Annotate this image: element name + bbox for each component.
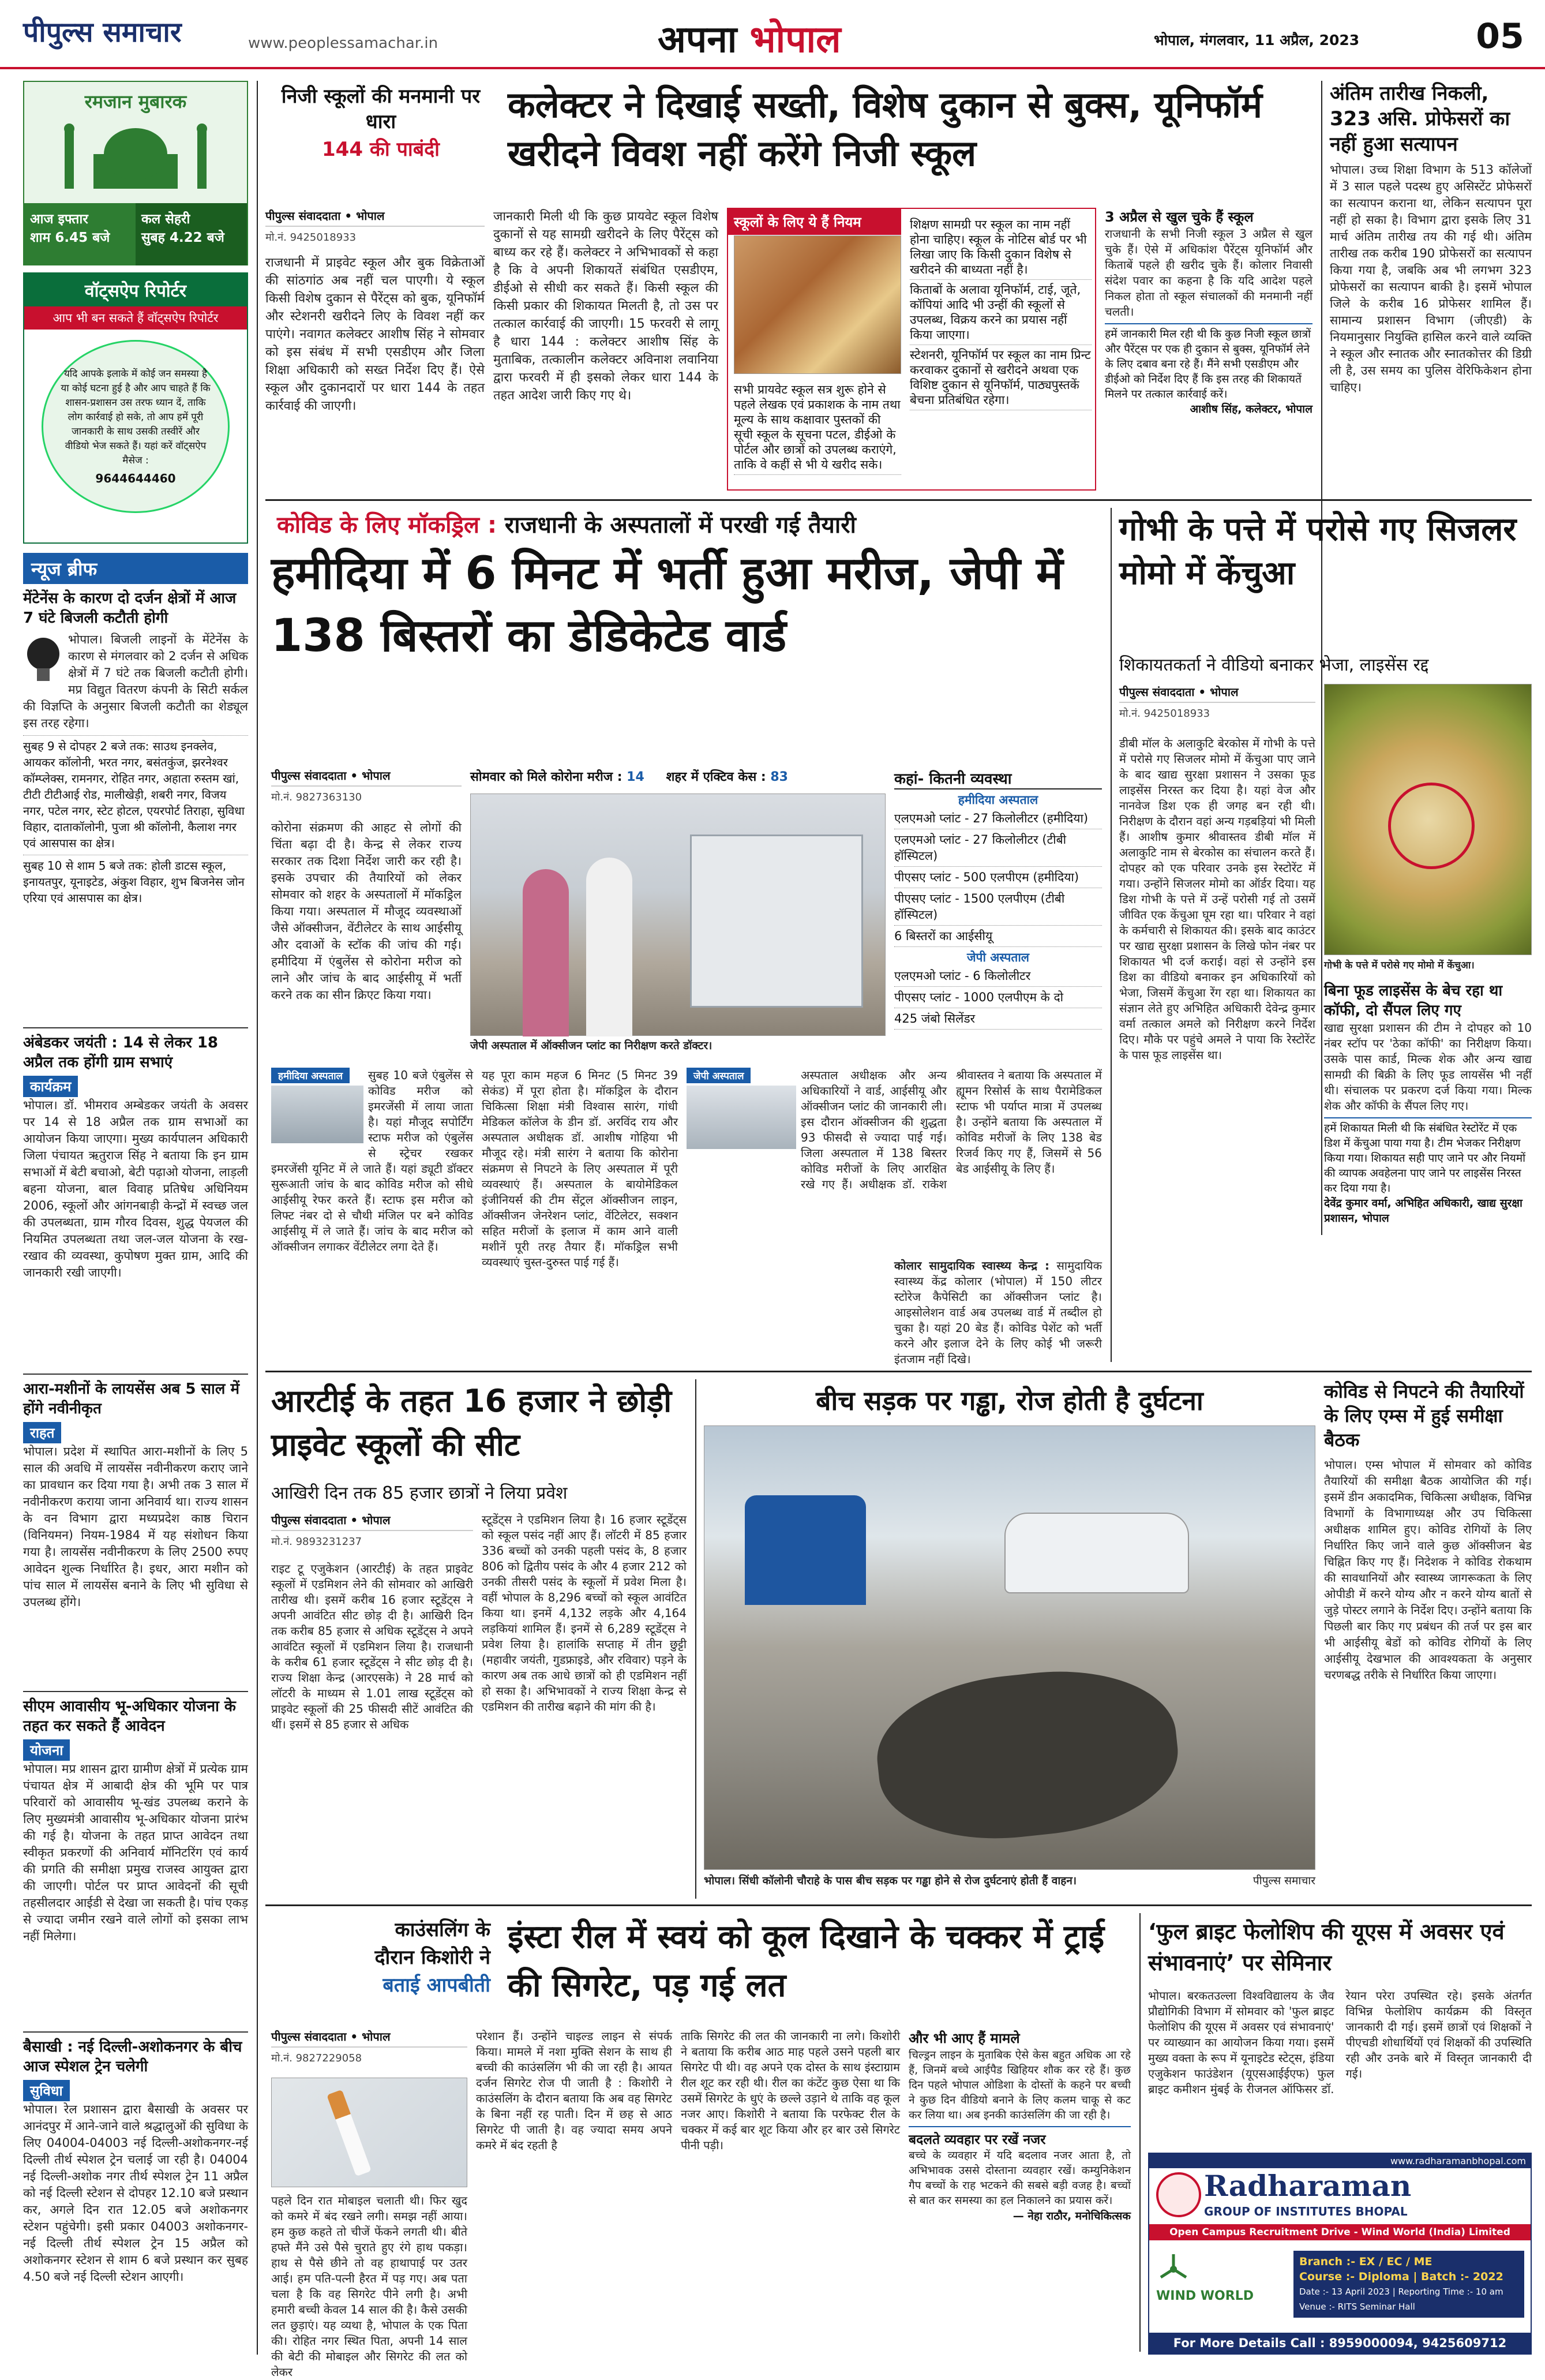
brief-body: भोपाल। प्रदेश में स्थापित आरा-मशीनों के लिए 5 साल की अवधि में लायसेंस नवीनीकरण कराए जाने का प्रावधान कर दिया गया है। अभी तक 3 साल में नवीनीकरण कराया जाना अनिवार्य था। राज्य शासन के वन विभाग द्वारा मध्यप्रदेश काष्ठ चिरान (विनियमन) नियम-1984 में यह संशोधन किया गया है। लायसेंस नवीनीकरण के लिए 2500 रुपए आवेदन शुल्क निर्धारित है। इधर, आरा मशीन को पांच साल में लायसेंस बनाने के लिए भी सुविधा से उपलब्ध होंगे। (23, 1445, 248, 1609)
rte-subhead: आखिरी दिन तक 85 हजार छात्रों ने लिया प्रवेश (271, 1483, 568, 1503)
byline-phone: मो.नं. 9425018933 (1119, 708, 1210, 720)
box-item: पीएसए प्लांट - 1500 एलपीएम (टीबी हॉस्पिटल) (894, 888, 1102, 926)
collector-quote (1105, 323, 1312, 417)
jp-photo-caption: जेपी अस्पताल में ऑक्सीजन प्लांट का निरीक्षण करते डॉक्टर। (470, 1039, 712, 1052)
story2-headline: हमीदिया में 6 मिनट में भर्ती हुआ मरीज, जेपी में 138 बिस्तरों का डेडिकेटेड वार्ड (271, 548, 1063, 662)
brief-body: भोपाल। बिजली लाइनों के मेंटेनेंस के कारण से मंगलवार को 2 दर्जन से अधिक क्षेत्रों में 7 घंटे तक बिजली कटौती होगी। मप्र विद्युत वितरण कंपनी के सिटी सर्कल की विज्ञप्ति के अनुसार बिजली कटौती का शेड्यूल इस तरह रहेगा। (23, 633, 248, 730)
quote-text: हमें शिकायत मिली थी कि संबंधित रेस्टोरेंट में एक डिश में केंचुआ पाया गया है। टीम भेजकर निरीक्षण किया गया। शिकायत सही पाए जाने पर और नियमों की व्यापक अवहेलना पाए जाने पर लाइसेंस निरस्त कर दिया गया है। (1324, 1122, 1525, 1195)
story-aiims (1324, 1379, 1532, 1899)
byline-phone: मो.नं. 9827229058 (271, 2052, 362, 2064)
brief-headline: बैसाखी : नई दिल्ली-अशोकनगर के बीच आज स्पेशल ट्रेन चलेगी (23, 2038, 242, 2075)
story1-side (1105, 208, 1312, 491)
website-url[interactable]: www.peoplessamachar.in (248, 35, 438, 52)
cigarette-photo (271, 2078, 467, 2187)
jp-block (687, 1068, 1102, 1366)
insta-headline: इंस्टा रील में स्वयं को कूल दिखाने के चक्कर में ट्राई की सिगरेट, पड़ गई लत (508, 1918, 1105, 2004)
momo-text: डीबी मॉल के अलाकुटि बेरकोस में गोभी के पत्ते में परोसे गए सिजलर मोमो में केंचुआ पाए जाने के बाद खाद्य सुरक्षा प्रशासन ने उसका फूड लाइसेंस निरस्त कर दिया है। यहां वेज और नानवेज डिश एक ही जगह बन रही थी। निरीक्षण के दौरान वहां अन्य गड़बड़ियां भी मिली हैं। आशीष कुमार श्रीवास्तव डीबी मॉल में अलाकुटि नाम से बेरकोस का संचालन करते हैं। दोपहर को एक परिवार उनके इस रेस्टोरेंट में गया। उन्होंने सिजलर मोमो का ऑर्डर दिया। यह डिश गोभी के पत्ते में उन्हें परोसी गई तो उसमें जीवित एक केंचुआ घूम रहा था। परिवार ने वहां के कर्मचारी से शिकायत की। इसके बाद काउंटर पर खाद्य सुरक्षा प्रशासन के लिखे फोन नंबर पर शिकायत भी दर्ज कराई। वहां से उन्होंने इस डिश का वीडियो बनाकर इन अधिकारियों को भेजा, जिसमें केंचुआ रेंग रहा था। शिकायत का संज्ञान लेते हुए अभिहित अधिकारी देवेन्द्र कुमार वर्मा तत्काल अमले को निरीक्षण करने निर्देश दिए। मौके पर पहुंचे अमले ने पाया कि रेस्टोरेंट के पास फूड लाइसेंस था। (1119, 736, 1315, 1062)
box-item: पीएसए प्लांट - 1000 एलपीएम के दो (894, 987, 1102, 1008)
quote-by: देवेंद्र कुमार वर्मा, अभिहित अधिकारी, खाद्य सुरक्षा प्रशासन, भोपाल (1324, 1197, 1522, 1225)
car-shape (1004, 1513, 1189, 1593)
cigarette-shape (327, 2090, 372, 2177)
brief-tag: सुविधा (23, 2080, 70, 2101)
page-number: 05 (1476, 16, 1524, 57)
hamidia-tag: हमीदिया अस्पताल (271, 1068, 350, 1083)
kicker-text: राजधानी के अस्पतालों में परखी गई तैयारी (504, 512, 856, 538)
quote-text: हमें जानकारी मिल रही थी कि कुछ निजी स्कूल छात्रों और पैरेंट्स पर एक ही दुकान से बुक्स, यूनिफॉर्म लेने के लिए दबाव बना रहे हैं। मैंने सभी एसडीएम और डीईओ को निर्देश दिए हैं कि इस तरह की शिकायतें मिलने पर तत्काल कार्रवाई करें। (1105, 328, 1311, 401)
box-title: कहां- कितनी व्यवस्था (894, 768, 1102, 789)
ramzan-title: रमजान मुबारक (84, 91, 187, 113)
whatsapp-box (23, 272, 248, 544)
brief-item-ambedkar (23, 1028, 248, 1375)
whatsapp-bubble (42, 340, 230, 513)
insta-kicker (271, 1916, 490, 2026)
covid-stats-bar (470, 768, 886, 791)
kicker-line: निजी स्कूलों की मनमानी पर धारा (281, 85, 481, 133)
box-item: पीएसए प्लांट - 500 एलपीएम (हमीदिया) (894, 867, 1102, 888)
sehri-label: कल सेहरी (141, 212, 190, 227)
whatsapp-title: वॉट्सऐप रिपोर्टर (24, 274, 247, 306)
ad-brand: Radharaman (1204, 2169, 1412, 2203)
bulb-icon (23, 634, 63, 686)
brief-body: भोपाल। रेल प्रशासन द्वारा बैसाखी के अवसर पर आनंदपुर में आने-जाने वाले श्रद्धालुओं की सुविधा के लिए 04004-04003 नई दिल्ली-अशोकनगर-नई दिल्ली तीर्थ स्पेशल ट्रेन चलाई जा रही है। 04004 नई दिल्ली-अशोक नगर तीर्थ स्पेशल ट्रेन 11 अप्रैल को नई दिल्ली स्टेशन से दोपहर 12.10 बजे प्रस्थान कर, अगले दिन रात 12.05 बजे अशोकनगर स्टेशन पहुंचेगी। इसी प्रकार 04003 अशोकनगर-नई दिल्ली तीर्थ स्पेशल ट्रेन 15 अप्रैल को अशोकनगर स्टेशन से शाम 6 बजे प्रस्थान कर सुबह 4.50 बजे नई दिल्ली स्टेशन आएगी। (23, 2102, 248, 2284)
section-title (658, 13, 900, 65)
ad-course: Course :- Diploma | Batch :- 2022 (1299, 2270, 1503, 2283)
ad-details (1293, 2251, 1524, 2318)
masthead (0, 0, 1545, 69)
wind-world-logo (1156, 2252, 1283, 2321)
hamidia-text2: यह पूरा काम महज 6 मिनट (5 मिनट 39 सेकंड) में पूरा होता है। मॉकड्रिल के दौरान चिकित्सा शिक्षा मंत्री विश्वास सारंग, गांधी मेडिकल कॉलेज के डीन डॉ. अरविंद राय और अस्पताल अधीक्षक डॉ. आशीष गोहिया भी मौजूद रहे। मंत्री सारंग ने बताया कि कोरोना संक्रमण से निपटने के लिए अस्पताल में पूरी व्यवस्थाएं हैं। अस्पताल के बायोमेडिकल इंजीनियर्स की टीम सेंट्रल ऑक्सीजन लाइन, ऑक्सीजन जेनरेशन प्लांट, वेंटिलेटर, सक्शन सहित मरीजों के इलाज में काम आने वाली मशीनें पूरी तरह तैयार हैं। मॉकड्रिल सभी व्यवस्थाएं चुस्त-दुरुस्त पाई गई हैं। (482, 1068, 678, 1269)
coffee-head: बिना फूड लाइसेंस के बेच रहा था कॉफी, दो सैंपल लिए गए (1324, 982, 1503, 1019)
news-brief-column (23, 589, 248, 2355)
brief-tag: राहत (23, 1422, 61, 1443)
byline-phone: मो.नं. 9425018933 (265, 231, 357, 244)
rte-col1: राइट टू एजुकेशन (आरटीई) के तहत प्राइवेट स्कूलों में एडमिशन लेने की सोमवार को आखिरी तारीख थी। इसमें करीब 16 हजार स्टूडेंट्स ने अपनी आवंटित सीट छोड़ दी है। आखिरी दिन तक करीब 85 हजार से अधिक स्टूडेंट्स ने अपने आवंटित स्कूलों में एडमिशन लिया है। राजधानी के करीब 61 हजार स्टूडेंट्स ने सीट छोड़ दी है। राज्य शिक्षा केन्द्र (आरएसके) ने 28 मार्च को लॉटरी के माध्यम से 1.01 लाख स्टूडेंट्स को प्राइवेट स्कूलों की 25 फीसदी सीटें आवंटित की थीं। इसमें से 85 हजार से अधिक (271, 1562, 473, 1731)
arrangement-box (894, 768, 1102, 1056)
rule-item: सभी प्रायवेट स्कूल सत्र शुरू होने से पहले लेखक एवं प्रकाशक के नाम तथा मूल्य के साथ कक्षावार पुस्तकों की सूची स्कूल के सूचना पटल, डीईओ के पोर्टल और छात्रों को उपलब्ध कराएंगे, ताकि वे कहीं से भी ये खरीद सके। (734, 380, 901, 475)
stat1-label: सोमवार को मिले कोरोना मरीज : (470, 770, 622, 784)
brief-bullet: सुबह 10 से शाम 5 बजे तक: होली डाटस स्कूल, इनायतपुर, यूनाइटेड, अंकुश विहार, शुभ बिजनेस जोन एरिया एवं आसपास का क्षेत्र। (23, 855, 248, 906)
rule-item: शिक्षण सामग्री पर स्कूल का नाम नहीं होना चाहिए। स्कूल के नोटिस बोर्ड पर भी लिखा जाए कि किसी दुकान विशेष से खरीदने की बाध्यता नहीं है। (910, 215, 1092, 280)
brief-body: भोपाल। मप्र शासन द्वारा ग्रामीण क्षेत्रों में प्रत्येक ग्राम पंचायत क्षेत्र में आबादी क्षेत्र की भूमि पर पात्र परिवारों को आवासीय भू-खंड उपलब्ध कराने के लिए मुख्यमंत्री आवासीय भू-अधिकार योजना प्रारंभ की गई है। योजना के तहत प्राप्त आवेदन तथा स्वीकृत प्रकरणों की अनिवार्य मॉनिटरिंग एवं कार्य की प्रगति की समीक्षा प्रमुख राजस्व आयुक्त द्वारा की जाएगी। पोर्टल पर प्राप्त आवेदनों की सूची तहसीलदार आईडी से देखा जा सकती है। पांच एकड़ से ज्यादा जमीन रखने वाले लोगों को इसका लाभ नहीं मिलेगा। (23, 1762, 248, 1943)
quote-by: आशीष सिंह, कलेक्टर, भोपाल (1190, 403, 1312, 416)
iftar-label: आज इफ्तार (30, 212, 88, 227)
story2-kicker (277, 508, 1102, 542)
road-caption: भोपाल। सिंधी कॉलोनी चौराहे के पास बीच सड़क पर गड्ढा होने से रोज दुर्घटनाएं होती हैं वाहन। (704, 1874, 1077, 1887)
insta-byline (271, 2029, 467, 2075)
stat2-label: शहर में एक्टिव केस : (666, 770, 766, 784)
side-head: 3 अप्रैल से खुल चुके हैं स्कूल (1105, 209, 1254, 225)
aiims-headline: कोविड से निपटने की तैयारियों के लिए एम्स में हुई समीक्षा बैठक (1324, 1380, 1524, 1451)
box-item: एलएमओ प्लांट - 6 किलोलीटर (894, 966, 1102, 987)
radharaman-ad[interactable] (1148, 2153, 1532, 2355)
byline-text: पीपुल्स संवाददाता • भोपाल (271, 2029, 467, 2048)
insta-col3: ताकि सिगरेट की लत की जानकारी ना लगे। किशोरी ने बताया कि करीब आठ माह पहले उसने पहली बार सिगरेट पी थी। वह अपने एक दोस्त के साथ इंस्टाग्राम रील शूट कर रही थी। रील का कंटेंट कुछ ऐसा था कि उसमें सिगरेट के धुएं के छल्ले उड़ाने थे ताकि वह कूल नजर आए। किशोरी ने बताया कि परफेक्ट रील के चक्कर में कई बार शूट किया और हर बार उसे सिगरेट पीनी पड़ी। (681, 2029, 900, 2152)
kicker-line: काउंसलिंग के (395, 1918, 490, 1941)
byline-phone: मो.नं. 9893231237 (271, 1536, 362, 1548)
brief-headline: अंबेडकर जयंती : 14 से लेकर 18 अप्रैल तक होंगी ग्राम सभाएं (23, 1034, 219, 1071)
kicker-highlight: बताई आपबीती (382, 1974, 490, 1997)
box-subhead: जेपी अस्पताल (966, 950, 1030, 964)
stat2-value: 83 (770, 770, 788, 784)
mosque-icon (24, 114, 247, 194)
ad-sponsor: WIND WORLD (1156, 2289, 1254, 2303)
brief-tag: कार्यक्रम (23, 1076, 78, 1097)
road-headline: बीच सड़क पर गड्ढा, रोज होती है दुर्घटना (816, 1385, 1203, 1416)
seminar-headline: ‘फुल ब्राइट फेलोशिप की यूएस में अवसर एवं संभावनाएं’ पर सेमिनार (1148, 1919, 1505, 1975)
insta-side (909, 2029, 1131, 2355)
news-brief-heading: न्यूज ब्रीफ (23, 553, 248, 584)
byline-text: पीपुल्स संवाददाता • भोपाल (265, 208, 485, 227)
momo-photo (1324, 684, 1532, 955)
ad-contact[interactable]: For More Details Call : 8959000094, 9425609712 (1149, 2333, 1531, 2353)
more-head: और भी आए हैं मामले (909, 2030, 1020, 2046)
advice-by: — नेहा राठौर, मनोचिकित्सक (1012, 2210, 1131, 2222)
kicker-label: कोविड के लिए मॉकड्रिल : (277, 512, 497, 538)
kicker-line: दौरान किशोरी ने (374, 1946, 490, 1969)
story1-col1: राजधानी में प्राइवेट स्कूल और बुक विक्रेताओं की सांठगांठ अब नहीं चल पाएगी। ये स्कूल किसी विशेष दुकान से पैरेंट्स को बुक, यूनिफॉर्म और स्टेशनरी खरीदने लिए के विवश नहीं कर पाएंगे। नवागत कलेक्टर आशीष सिंह ने सोमवार को इस संबंध में सभी एसडीएम और जिला शिक्षा अधिकारी को सख्त निर्देश दिए हैं। ऐसे स्कूल और दुकानदारों पर धारा 144 के तहत कार्रवाई की जाएगी। (265, 256, 485, 413)
box-subhead: हमीदिया अस्पताल (958, 793, 1038, 807)
brand-logo: पीपुल्स समाचार (23, 16, 182, 48)
road-pothole-photo (704, 1425, 1315, 1870)
section-title-b: भोपाल (749, 18, 841, 61)
brief-item-baisakhi-train (23, 2033, 248, 2372)
worm-highlight-circle (1388, 783, 1475, 869)
story2-intro: कोरोना संक्रमण की आहट से लोगों की चिंता बढ़ा दी है। केन्द्र से लेकर राज्य सरकार तक दिशा निर्देश जारी कर रही है। इसके उपचार की तैयारियों को लेकर सोमवार को शहर के अस्पतालों में मॉकड्रिल किया गया। अस्पताल में मौजूद व्यवस्थाओं जैसे ऑक्सीजन, वेंटीलेटर के साथ आईसीयू और दवाओं के स्टॉक की जांच की गई। हमीदिया में एंबुलेंस से कोरोना मरीज को लाने और जांच के बाद आईसीयू में भर्ती करने तक का सीन क्रिएट किया गया। (271, 821, 462, 1002)
brief-headline: आरा-मशीनों के लायसेंस अब 5 साल में होंगे नवीनीकृत (23, 1380, 240, 1417)
ad-group: GROUP OF INSTITUTES BHOPAL (1204, 2205, 1408, 2218)
doctor-figure (523, 869, 569, 1036)
rte-byline (271, 1512, 473, 1558)
ad-date: Date :- 13 April 2023 | Reporting Time :- 10 am (1299, 2287, 1503, 2297)
brief-tag: योजना (23, 1739, 70, 1761)
oxygen-plant-shape (690, 835, 863, 1008)
advice-head: बदलते व्यवहार पर रखें नजर (909, 2132, 1046, 2147)
iftar-box (24, 203, 136, 265)
story1-headline: कलेक्टर ने दिखाई सख्ती, विशेष दुकान से बुक्स, यूनिफॉर्म खरीदने विवश नहीं करेंगे निजी स्कूल (508, 84, 1262, 174)
insta-col2: परेशान हैं। उन्होंने चाइल्ड लाइन से संपर्क किया। मामले में नशा मुक्ति सेशन के साथ ही बच्ची की काउंसलिंग भी की जा रही है। आयत दर्जन सिगरेट रोज पी जाती है : किशोरी ने काउंसलिंग के दौरान बताया कि अब वह सिगरेट के बिना नहीं रह पाती। दिन में छह से आठ सिगरेट पी जाती है। वह ज्यादा समय अपने कमरे में बंद रहती है (476, 2029, 672, 2152)
rule-item: स्टेशनरी, यूनिफॉर्म पर स्कूल का नाम प्रिन्ट करवाकर दुकानों से खरीदने अथवा एक विशिष्ट दुकान से यूनिफॉर्म, पाठ्यपुस्तकें बेचना प्रतिबंधित रहेगा। (910, 345, 1092, 410)
byline-text: पीपुल्स संवाददाता • भोपाल (271, 768, 462, 787)
aiims-text: भोपाल। एम्स भोपाल में सोमवार को कोविड तैयारियों की समीक्षा बैठक आयोजित की गई। इसमें डीन अकादमिक, चिकित्सा अधीक्षक, विभिन्न विभागों के विभागाध्यक्ष और उप चिकित्सा अधीक्षक शामिल हुए। कोविड रोगियों के लिए निर्धारित किए जाने वाले कुछ ऑक्सीजन बेड चिह्नित किए गए हैं। निदेशक ने कोविड रोकथाम की सावधानियों और स्वास्थ्य जागरूकता के लिए ओपीडी में करने योग्य और न करने योग्य बातों से जुड़े पोस्टर लगाने के निर्देश दिए। उन्होंने बताया कि पिछली बार किए गए प्रबंधन की तर्ज पर इस बार भी आईसीयू बेडों को कोविड रोगियों के लिए आईसीयू देखभाल की आवश्यकता के अनुसार चरणबद्ध तरीके से निर्धारित किया जाएगा। (1324, 1458, 1532, 1682)
rules-box (727, 208, 1096, 491)
brief-bullet: सुबह 9 से दोपहर 2 बजे तक: साउथ इनक्लेव, आयकर कॉलोनी, भरत नगर, बसंतकुंज, झरनेश्वर कॉम्प्लेक्स, रामनगर, रोहित नगर, अहाता रुस्तम खां, टीटी टीटीआई रोड, मालीखेड़ी, शबरी नगर, विजय नगर, पटेल नगर, स्टेट होटल, एयरपोर्ट तिराहा, सुविधा विहार, दाताकॉलोनी, पुजा श्री कॉलोनी, कैलाश नगर एवं आसपास का क्षेत्र। (23, 735, 248, 851)
box-item: 6 बिस्तरों का आईसीयू (894, 926, 1102, 947)
hamidia-text: सुबह 10 बजे एंबुलेंस से कोविड मरीज को इमरजेंसी में लाया जाता है। यहां मौजूद सपोर्टिंग स्टाफ मरीज को एंबुलेंस से स्ट्रेचर रखकर इमरजेंसी यूनिट में ले जाते हैं। यहां ड्यूटी डॉक्टर सुरूआती जांच के बाद कोविड मरीज को सीधे आईसीयू रेफर करते हैं। स्टाफ इस मरीज को लिफ्ट नंबर दो से चौथी मंजिल पर बने कोविड आईसीयू में ले जाते हैं। जांच के बाद मरीज को ऑक्सीजन लगाकर वेंटीलेटर लगा देते हैं। (271, 1068, 473, 1253)
stat1-value: 14 (627, 770, 644, 784)
sehri-box (136, 203, 247, 265)
byline-text: पीपुल्स संवाददाता • भोपाल (271, 1512, 473, 1531)
ad-venue: Venue :- RITS Seminar Hall (1299, 2302, 1415, 2312)
kolar-block (894, 1258, 1102, 1367)
momo-subhead: शिकायतकर्ता ने वीडियो बनाकर भेजा, लाइसेंस रद्द (1119, 655, 1429, 675)
brief-body: भोपाल। डॉ. भीमराव अम्बेडकर जयंती के अवसर पर 14 से 18 अप्रैल तक ग्राम सभाओं का आयोजन किया जाएगा। मुख्य कार्यपालन अधिकारी जिला पंचायत ऋतुराज सिंह ने बताया कि इन ग्राम सभाओं में बेटी बचाओ, बेटी पढ़ाओ योजना, लाड़ली बहना योजना, बाल विवाह प्रतिषेध अधिनियम 2006, स्कूलों और आंगनबाड़ी केन्द्रों में स्वच्छ जल की उपलब्धता, ग्राम गौरव दिवस, शुद्ध पेयजल की नियमित उपलब्धता तथा जल-जल योजना के रख-रखाव की व्यवस्था, कुपोषण मुक्त ग्राम, आदि की जानकारी रखी जाएगी। (23, 1098, 248, 1279)
story1-kicker (265, 84, 496, 182)
momo-byline (1119, 684, 1315, 730)
brief-headline: मेंटेनेंस के कारण दो दर्जन क्षेत्रों में आज 7 घंटे बिजली कटौती होगी (23, 590, 237, 627)
advice-box (909, 2126, 1131, 2223)
sehri-time: सुबह 4.22 बजे (141, 230, 224, 245)
byline-text: पीपुल्स संवाददाता • भोपाल (1119, 684, 1315, 703)
coffee-text: खाद्य सुरक्षा प्रशासन की टीम ने दोपहर को 10 नंबर स्टॉप पर 'ठेका कॉफी' का निरीक्षण किया। उसके पास कार्ड, मिल्क शेक और अन्य खाद्य सामग्री की बिक्री के लिए फूड लायसेंस भी नहीं थी। संचालक पर प्रकरण दर्ज किया गया। मिल्क शेक और कॉफी के सैंपल लिए गए। (1324, 1021, 1532, 1113)
story1-col2: जानकारी मिली थी कि कुछ प्रायवेट स्कूल विशेष दुकानों से यह सामग्री खरीदने के लिए पैरेंट्स को बाध्य कर रहे हैं। कलेक्टर ने अभिभावकों से कहा है कि वे अपनी शिकायतें संबंधित एसडीएम, डीईओ से सीधी कर सकते हैं। किसी स्कूल की किसी प्रकार की शिकायत मिलती है, तो उस पर तत्काल कार्रवाई की जाएगी। 15 फरवरी से लागू है धारा 144 : कलेक्टर आशीष सिंह के मुताबिक, तत्कालीन कलेक्टर अविनाश लवानिया द्वारा फरवरी में ही इसको लेकर धारा 144 के तहत आदेश जारी किए गए थे। (493, 209, 718, 403)
doctor-figure (586, 858, 632, 1036)
road-photo-credit: पीपुल्स समाचार (1252, 1874, 1315, 1887)
jp-text: अस्पताल अधीक्षक और अन्य अधिकारियों ने वार्ड, आईसीयू और ऑक्सीजन प्लांट की जानकारी ली। इस दौरान ऑक्सीजन की शुद्धता 93 फीसदी से ज्यादा पाई गई। जिला अस्पताल में 138 बिस्तर कोविड मरीजों के लिए आरक्षित रखे गए हैं। अधीक्षक डॉ. राकेश श्रीवास्तव ने बताया कि अस्पताल में ह्यूमन रिसोर्स के साथ पैरामेडिकल स्टाफ भी पर्याप्त मात्रा में उपलब्ध है। उन्होंने बताया कि अस्पताल में कोविड मरीजों के लिए 138 बेड रिजर्व किए गए हैं, जिसमें से 56 बेड आईसीयू के लिए हैं। (801, 1068, 1102, 1191)
rte-headline: आरटीई के तहत 16 हजार ने छोड़ी प्राइवेट स्कूलों की सीट (271, 1383, 672, 1463)
rules-title: स्कूलों के लिए ये हैं नियम (728, 209, 901, 235)
brief-item-cm-yojana (23, 1692, 248, 2033)
hamidia-photo (271, 1068, 363, 1148)
story-prof (1330, 81, 1532, 502)
auto-rickshaw-shape (745, 1495, 866, 1605)
byline-phone: मो.नं. 9827363130 (271, 791, 362, 803)
kolar-head: कोलार सामुदायिक स्वास्थ्य केन्द्र : (894, 1259, 1049, 1273)
box-item: 425 जंबो सिलेंडर (894, 1008, 1102, 1030)
ramzan-box (23, 81, 248, 265)
more-text: चिल्ड्रन लाइन के मुताबिक ऐसे केस बहुत अधिक आ रहे हैं, जिनमें बच्चे आईपैड खिहियर शौक कर रहे हैं। कुछ दिन पहले भोपाल ओडिशा के दोस्तों के कहने पर बच्ची ने कुछ दिन वीडियो बनाने के लिए कलम चाकू से कट कर लिया था। अब इनकी काउंसलिंग की जा रही है। (909, 2049, 1131, 2121)
rule-item: किताबों के अलावा यूनिफॉर्म, टाई, जूते, कॉपियां आदि भी उन्हीं की स्कूलों से उपलब्ध, विक्रय करने का प्रयास नहीं किया जाएगा। (910, 280, 1092, 345)
prof-headline: अंतिम तारीख निकली, 323 असि. प्रोफेसरों का नहीं हुआ सत्यापन (1330, 82, 1510, 156)
brief-headline: सीएम आवासीय भू-अधिकार योजना के तहत कर सकते हैं आवेदन (23, 1698, 236, 1735)
brief-item-saw-mill (23, 1375, 248, 1692)
whatsapp-text: यदि आपके इलाके में कोई जन समस्या है या कोई घटना हुई है और आप चाहते हैं कि शासन-प्रशासन उस तरफ ध्यान दें, ताकि लोग कार्रवाई हो सके, तो आप हमें पूरी जानकारी के साथ उसकी तस्वीरें और वीडियो भेज सकते हैं। यहां करें वॉट्सऐप मैसेज : (61, 368, 211, 466)
dateline: भोपाल, मंगलवार, 11 अप्रैल, 2023 (1154, 32, 1360, 48)
rules-right (910, 215, 1092, 410)
rte-col2: स्टूडेंट्स ने एडमिशन लिया है। 16 हजार स्टूडेंट्स को स्कूल पसंद नहीं आए हैं। लॉटरी में 85 हजार 336 बच्चों को उनकी पहली पसंद के, 8 हजार 806 को द्वितीय पसंद के और 4 हजार 212 को उनकी तीसरी पसंद के स्कूलों में प्रवेश मिला है। वहीं भोपाल के 8,296 बच्चों को स्कूल आवंटित किया था। इनमें 4,132 लड़के और 4,164 लड़कियां शामिल हैं। इनमें से 6,289 स्टूडेंट्स ने प्रवेश लिया है। हालांकि सप्ताह में तीन छुट्टी (महावीर जयंती, गुडफ्राइडे, और रविवार) पड़ने के कारण अब तक आधे छात्रों को ही एडमिशन नहीं हो सका है। अभिभावकों ने राज्य शिक्षा केन्द्र से एडमिशन की तारीख बढ़ाने की मांग की है। (482, 1513, 687, 1713)
ad-logo-icon (1156, 2172, 1201, 2217)
story2-byline (271, 768, 462, 814)
jp-hospital-photo (470, 794, 886, 1036)
jp-photo (687, 1068, 796, 1154)
momo-headline: गोभी के पत्ते में परोसे गए सिजलर मोमो में केंचुआ (1119, 511, 1517, 592)
whatsapp-number[interactable]: 9644644460 (95, 471, 176, 485)
momo-photo-caption: गोभी के पत्ते में परोसे गए मोमो में केंचुआ। (1324, 960, 1475, 971)
box-item: एलएमओ प्लांट - 27 किलोलीटर (हमीदिया) (894, 808, 1102, 829)
advice-text: बच्चे के व्यवहार में यदि बदलाव नजर आता है, तो अभिभावक उससे दोस्ताना व्यवहार रखें। कम्युनिकेशन गैप बच्चों के राह भटकने की सबसे बड़ी वजह है। बच्चों से बात कर समस्या का हल निकालने का प्रयास करें। (909, 2149, 1131, 2207)
seminar-text: भोपाल। बरकतउल्ला विश्वविद्यालय के जैव प्रौद्योगिकी विभाग में सोमवार को 'फुल ब्राइट फेलोशिप की यूएस में अवसर एवं संभावनाएं' पर व्याख्यान का आयोजन किया गया। इसमें मुख्य वक्ता के रूप में यूनाइटेड स्टेट्स, इंडिया एजुकेशन फाउंडेशन (यूएसआईईएफ) फुल ब्राइट कमीशन मुंबई के रीजनल ऑफिसर डॉ. रेयान परेरा उपस्थित रहे। इसके अंतर्गत विभिन्न फेलोशिप कार्यक्रम की विस्तृत जानकारी दी गई। इसमें छात्रों एवं शिक्षकों ने पीएचडी शोधार्थियों एवं शिक्षकों की उपस्थिति रही और उनके बारे में विस्तृत जानकारी दी गई। (1148, 1989, 1532, 2096)
brief-item-power-cut (23, 589, 248, 1028)
bookshop-photo (734, 235, 901, 374)
story1-byline (265, 208, 485, 252)
kolar-text: सामुदायिक स्वास्थ्य केंद्र कोलार (भोपाल) में 150 लीटर स्टोरेज कैपेसिटी का ऑक्सीजन प्लांट है। आइसोलेशन वार्ड अब उपलब्ध वार्ड में तब्दील हो चुका है। यहां 20 बेड हैं। कोविड पेशेंट को भर्ती करने और इलाज देने के लिए कोई भी जरूरी इंतजाम नहीं दिखे। (894, 1259, 1102, 1366)
insta-col1: पहले दिन रात मोबाइल चलाती थी। फिर खुद को कमरे में बंद रखने लगी। समझ नहीं आया। हम कुछ कहते तो चीजें फेंकने लगती थी। बीते हफ्ते मैंने उसे पैसे चुराते हुए रंगे हाथ पकड़ा। हाथ से पैसे छीने तो वह हाथापाई पर उतर आई। हम पति-पत्नी हैरत में पड़ गए। अब पता चला है कि वह सिगरेट पीने लगी है। अभी हमारी बच्ची केवल 14 साल की है। कैसे उसकी लत छुड़ाएं। यह व्यथा है, भोपाल के एक पिता की। रोहित नगर स्थित पिता, अपनी 14 साल की बेटी की मोबाइल और सिगरेट की लत को लेकर (271, 2194, 467, 2379)
side-text: राजधानी के सभी निजी स्कूल 3 अप्रैल से खुल चुके हैं। ऐसे में अधिकांश पैरेंट्स यूनिफॉर्म और किताबें पहले ही खरीद चुके हैं। कोलार निवासी संदेश पवार का कहना है कि यदि आदेश पहले निकल होता तो स्कूल संचालकों की मनमानी नहीं चलती। (1105, 227, 1312, 319)
wind-turbine-icon (1156, 2252, 1191, 2287)
officer-quote (1324, 1117, 1532, 1226)
prof-text: भोपाल। उच्च शिक्षा विभाग के 513 कॉलेजों में 3 साल पहले पदस्थ हुए असिस्टेंट प्रोफेसरों का सत्यापन कराना था, लेकिन सत्यापन पूरा नहीं हो सका है। विभाग द्वारा इसके लिए 31 मार्च अंतिम तारीख तय की गई थी। अंतिम तारीख तक करीब 190 प्रोफेसरों का सत्यापन किया गया है, जबकि अब भी लगभग 323 प्रोफेसरों का सत्यापन बाकी है। इसमें भोपाल जिले के करीब 16 प्रोफेसर शामिल हैं। सामान्य प्रशासन विभाग (जीएडी) के नियमानुसार नियुक्ति हासिल करने वाले व्यक्ति ने स्कूल और स्नातक और स्नातकोत्तर की डिग्री ली है, उस समय का पुलिस वेरिफिकेशन होना चाहिए। (1330, 163, 1532, 394)
kicker-highlight: 144 की पाबंदी (322, 138, 440, 161)
iftar-time: शाम 6.45 बजे (30, 230, 110, 245)
coffee-box (1324, 981, 1532, 1362)
jp-tag: जेपी अस्पताल (687, 1068, 751, 1083)
hamidia-block (271, 1068, 473, 1362)
ad-drive: Open Campus Recruitment Drive - Wind World (India) Limited (1149, 2224, 1531, 2240)
ad-website[interactable]: www.radharamanbhopal.com (1149, 2154, 1531, 2168)
ad-branch: Branch :- EX / EC / ME (1299, 2255, 1432, 2268)
whatsapp-subtitle: आप भी बन सकते हैं वॉट्सऐप रिपोर्टर (24, 306, 247, 330)
rules-left (734, 380, 901, 475)
section-title-a: अपना (658, 18, 737, 61)
box-item: एलएमओ प्लांट - 27 किलोलीटर (टीबी हॉस्पिटल) (894, 829, 1102, 867)
pothole-shape (870, 1659, 1185, 1851)
